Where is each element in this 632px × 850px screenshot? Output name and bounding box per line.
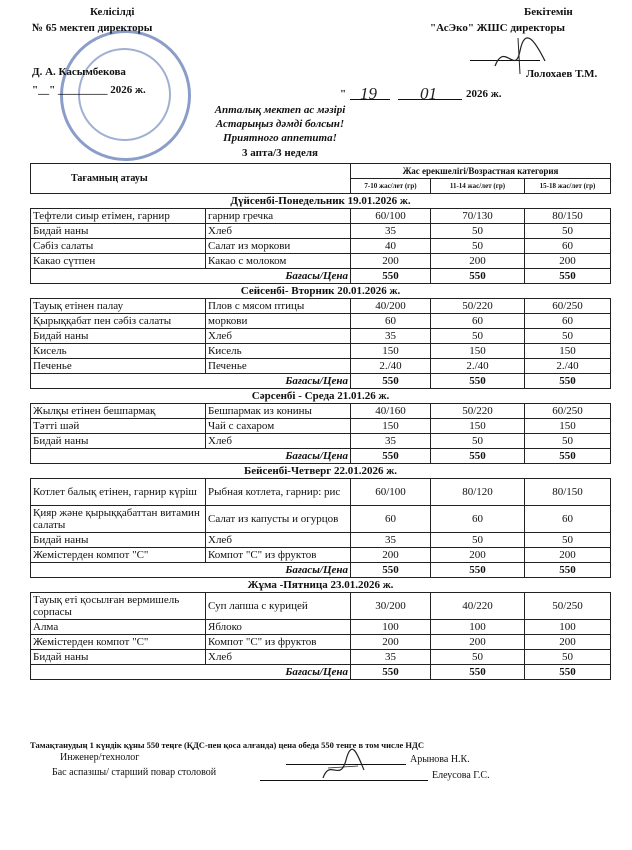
portion-value: 80/150: [525, 209, 611, 224]
approval-left-title: Келісілді: [90, 6, 135, 18]
dish-name-ru: гарнир гречка: [206, 209, 351, 224]
week-label: 3 апта/3 неделя: [242, 147, 318, 159]
portion-value: 50: [431, 434, 525, 449]
dish-name-ru: моркови: [206, 314, 351, 329]
dish-name-kz: Алма: [31, 620, 206, 635]
portion-value: 200: [525, 635, 611, 650]
portion-value: 100: [431, 620, 525, 635]
portion-value: 150: [351, 419, 431, 434]
price-value: 550: [525, 374, 611, 389]
day-title-row: [31, 194, 611, 209]
dish-name-ru: Рыбная котлета, гарнир: рис: [206, 479, 351, 506]
portion-value: 2./40: [351, 359, 431, 374]
dish-name-ru: Суп лапша с курицей: [206, 593, 351, 620]
menu-item-row: [31, 209, 611, 224]
portion-value: 35: [351, 224, 431, 239]
approval-left-name: Д. А. Касымбекова: [32, 66, 126, 78]
dish-name-ru: Хлеб: [206, 329, 351, 344]
dish-name-ru: Кисель: [206, 344, 351, 359]
menu-item-row: [31, 404, 611, 419]
portion-value: 50: [525, 650, 611, 665]
dish-name-ru: Чай с сахаром: [206, 419, 351, 434]
approval-right-title: Бекітемін: [524, 6, 573, 18]
portion-value: 50: [431, 329, 525, 344]
portion-value: 150: [351, 344, 431, 359]
date-month-underline: [398, 99, 462, 100]
menu-item-row: [31, 344, 611, 359]
dish-name-ru: Компот "С" из фруктов: [206, 635, 351, 650]
portion-value: 50: [525, 434, 611, 449]
dish-name-ru: Хлеб: [206, 224, 351, 239]
portion-value: 40/160: [351, 404, 431, 419]
portion-value: 70/130: [431, 209, 525, 224]
daily-cost-note: Тамақтанудың 1 күндік құны 550 теңге (ҚДС-пен қоса алғанда) цена обеда 550 тенге в том числе НДС: [30, 740, 425, 750]
column-header-age-category: Жас ерекшелігі/Возрастная категория: [351, 164, 611, 179]
portion-value: 40: [351, 239, 431, 254]
portion-value: 35: [351, 533, 431, 548]
portion-value: 50/220: [431, 299, 525, 314]
day-title-row: [31, 284, 611, 299]
price-value: 550: [525, 269, 611, 284]
dish-name-kz: Қырыққабат пен сәбіз салаты: [31, 314, 206, 329]
approval-right-date-year: 2026 ж.: [466, 88, 502, 100]
price-value: 550: [431, 665, 525, 680]
portion-value: 60/100: [351, 479, 431, 506]
dish-name-kz: Жемістерден компот "С": [31, 548, 206, 563]
greeting-kz: Астарыңыз дәмді болсын!: [215, 118, 345, 130]
dish-name-kz: Какао сүтпен: [31, 254, 206, 269]
portion-value: 50: [431, 239, 525, 254]
price-label: Бағасы/Цена: [31, 374, 351, 389]
portion-value: 200: [351, 254, 431, 269]
price-row: [31, 563, 611, 578]
portion-value: 60/100: [351, 209, 431, 224]
dish-name-kz: Бидай наны: [31, 434, 206, 449]
portion-value: 50: [525, 329, 611, 344]
cook-signature-icon: [318, 748, 368, 788]
portion-value: 60: [525, 314, 611, 329]
price-value: 550: [351, 449, 431, 464]
portion-value: 200: [525, 548, 611, 563]
price-value: 550: [431, 374, 525, 389]
engineer-label: Инженер/технолог: [60, 752, 140, 763]
menu-item-row: [31, 620, 611, 635]
portion-value: 50: [431, 533, 525, 548]
dish-name-kz: Жемістерден компот "С": [31, 635, 206, 650]
approval-right-date-day: 19: [360, 84, 377, 103]
approval-right-date-open: ": [340, 88, 347, 100]
price-value: 550: [525, 665, 611, 680]
portion-value: 150: [431, 344, 525, 359]
menu-item-row: [31, 479, 611, 506]
column-header-name: Тағамның атауы: [31, 164, 351, 194]
menu-item-row: [31, 224, 611, 239]
dish-name-ru: Хлеб: [206, 533, 351, 548]
menu-subtitle-kz: Апталық мектеп ас мәзірі: [214, 104, 346, 116]
portion-value: 35: [351, 434, 431, 449]
age-group-11-14: 11-14 жас/лет (гр): [431, 179, 525, 194]
menu-item-row: [31, 419, 611, 434]
menu-item-row: [31, 650, 611, 665]
dish-name-ru: Плов с мясом птицы: [206, 299, 351, 314]
menu-item-row: [31, 239, 611, 254]
day-title: Сейсенбі- Вторник 20.01.2026 ж.: [31, 284, 611, 299]
approval-right-position: "АсЭко" ЖШС директоры: [430, 22, 566, 34]
portion-value: 80/150: [525, 479, 611, 506]
price-value: 550: [351, 665, 431, 680]
dish-name-kz: Бидай наны: [31, 650, 206, 665]
portion-value: 35: [351, 650, 431, 665]
dish-name-kz: Тауық етінен палау: [31, 299, 206, 314]
portion-value: 150: [525, 344, 611, 359]
price-value: 550: [431, 269, 525, 284]
dish-name-kz: Жылқы етінен бешпармақ: [31, 404, 206, 419]
dish-name-ru: Яблоко: [206, 620, 351, 635]
portion-value: 60: [525, 239, 611, 254]
cook-name: Елеусова Г.С.: [432, 770, 490, 781]
price-value: 550: [351, 269, 431, 284]
portion-value: 50: [525, 533, 611, 548]
portion-value: 150: [431, 419, 525, 434]
price-label: Бағасы/Цена: [31, 665, 351, 680]
day-title-row: [31, 464, 611, 479]
portion-value: 60: [431, 314, 525, 329]
dish-name-kz: Бидай наны: [31, 533, 206, 548]
day-title: Бейсенбі-Четверг 22.01.2026 ж.: [31, 464, 611, 479]
menu-item-row: [31, 299, 611, 314]
price-value: 550: [351, 563, 431, 578]
portion-value: 200: [431, 548, 525, 563]
price-row: [31, 269, 611, 284]
price-label: Бағасы/Цена: [31, 563, 351, 578]
menu-item-row: [31, 314, 611, 329]
dish-name-ru: Салат из капусты и огурцов: [206, 506, 351, 533]
portion-value: 60: [525, 506, 611, 533]
portion-value: 40/220: [431, 593, 525, 620]
day-title: Жұма -Пятница 23.01.2026 ж.: [31, 578, 611, 593]
dish-name-kz: Тефтели сиыр етімен, гарнир: [31, 209, 206, 224]
menu-item-row: [31, 434, 611, 449]
dish-name-kz: Печенье: [31, 359, 206, 374]
approval-left-date: "__" _________ 2026 ж.: [32, 84, 146, 96]
price-value: 550: [431, 563, 525, 578]
greeting-ru: Приятного аппетита!: [223, 132, 337, 144]
portion-value: 50/250: [525, 593, 611, 620]
director-signature-icon: [490, 36, 550, 76]
approval-right-name: Лолохаев Т.М.: [526, 68, 598, 80]
portion-value: 50: [431, 650, 525, 665]
price-value: 550: [525, 449, 611, 464]
portion-value: 200: [351, 635, 431, 650]
portion-value: 50: [525, 224, 611, 239]
portion-value: 50/220: [431, 404, 525, 419]
portion-value: 60/250: [525, 299, 611, 314]
portion-value: 200: [351, 548, 431, 563]
price-label: Бағасы/Цена: [31, 269, 351, 284]
dish-name-kz: Тәтті шәй: [31, 419, 206, 434]
dish-name-kz: Котлет балық етінен, гарнир күріш: [31, 479, 206, 506]
portion-value: 60: [351, 506, 431, 533]
dish-name-kz: Бидай наны: [31, 224, 206, 239]
portion-value: 100: [351, 620, 431, 635]
portion-value: 40/200: [351, 299, 431, 314]
dish-name-kz: Бидай наны: [31, 329, 206, 344]
portion-value: 80/120: [431, 479, 525, 506]
dish-name-ru: Бешпармак из конины: [206, 404, 351, 419]
dish-name-ru: Хлеб: [206, 650, 351, 665]
menu-item-row: [31, 359, 611, 374]
menu-item-row: [31, 593, 611, 620]
date-day-underline: [350, 99, 390, 100]
dish-name-ru: Салат из моркови: [206, 239, 351, 254]
dish-name-kz: Сәбіз салаты: [31, 239, 206, 254]
approval-right-date-month: 01: [420, 84, 437, 103]
dish-name-ru: Компот "С" из фруктов: [206, 548, 351, 563]
menu-item-row: [31, 548, 611, 563]
day-title: Сәрсенбі - Среда 21.01.26 ж.: [31, 389, 611, 404]
age-group-15-18: 15-18 жас/лет (гр): [525, 179, 611, 194]
day-title: Дүйсенбі-Понедельник 19.01.2026 ж.: [31, 194, 611, 209]
portion-value: 2./40: [431, 359, 525, 374]
portion-value: 200: [431, 635, 525, 650]
menu-item-row: [31, 254, 611, 269]
portion-value: 30/200: [351, 593, 431, 620]
portion-value: 60: [351, 314, 431, 329]
menu-item-row: [31, 533, 611, 548]
menu-item-row: [31, 635, 611, 650]
menu-table: [30, 163, 611, 680]
price-row: [31, 374, 611, 389]
portion-value: 200: [525, 254, 611, 269]
portion-value: 150: [525, 419, 611, 434]
dish-name-ru: Печенье: [206, 359, 351, 374]
price-value: 550: [525, 563, 611, 578]
portion-value: 200: [431, 254, 525, 269]
menu-item-row: [31, 506, 611, 533]
day-title-row: [31, 578, 611, 593]
cook-label: Бас аспазшы/ старший повар столовой: [52, 767, 217, 778]
table-header-row: [31, 164, 611, 179]
engineer-name: Арынова Н.К.: [410, 754, 470, 765]
dish-name-kz: Тауық еті қосылған вермишель сорпасы: [31, 593, 206, 620]
day-title-row: [31, 389, 611, 404]
dish-name-kz: Кисель: [31, 344, 206, 359]
approval-left-position: № 65 мектеп директоры: [32, 22, 153, 34]
portion-value: 100: [525, 620, 611, 635]
portion-value: 60: [431, 506, 525, 533]
portion-value: 35: [351, 329, 431, 344]
portion-value: 2./40: [525, 359, 611, 374]
price-value: 550: [351, 374, 431, 389]
dish-name-kz: Қияр және қырыққабаттан витамин салаты: [31, 506, 206, 533]
price-row: [31, 665, 611, 680]
price-value: 550: [431, 449, 525, 464]
portion-value: 60/250: [525, 404, 611, 419]
dish-name-ru: Хлеб: [206, 434, 351, 449]
portion-value: 50: [431, 224, 525, 239]
menu-item-row: [31, 329, 611, 344]
age-group-7-10: 7-10 жас/лет (гр): [351, 179, 431, 194]
price-row: [31, 449, 611, 464]
dish-name-ru: Какао с молоком: [206, 254, 351, 269]
price-label: Бағасы/Цена: [31, 449, 351, 464]
